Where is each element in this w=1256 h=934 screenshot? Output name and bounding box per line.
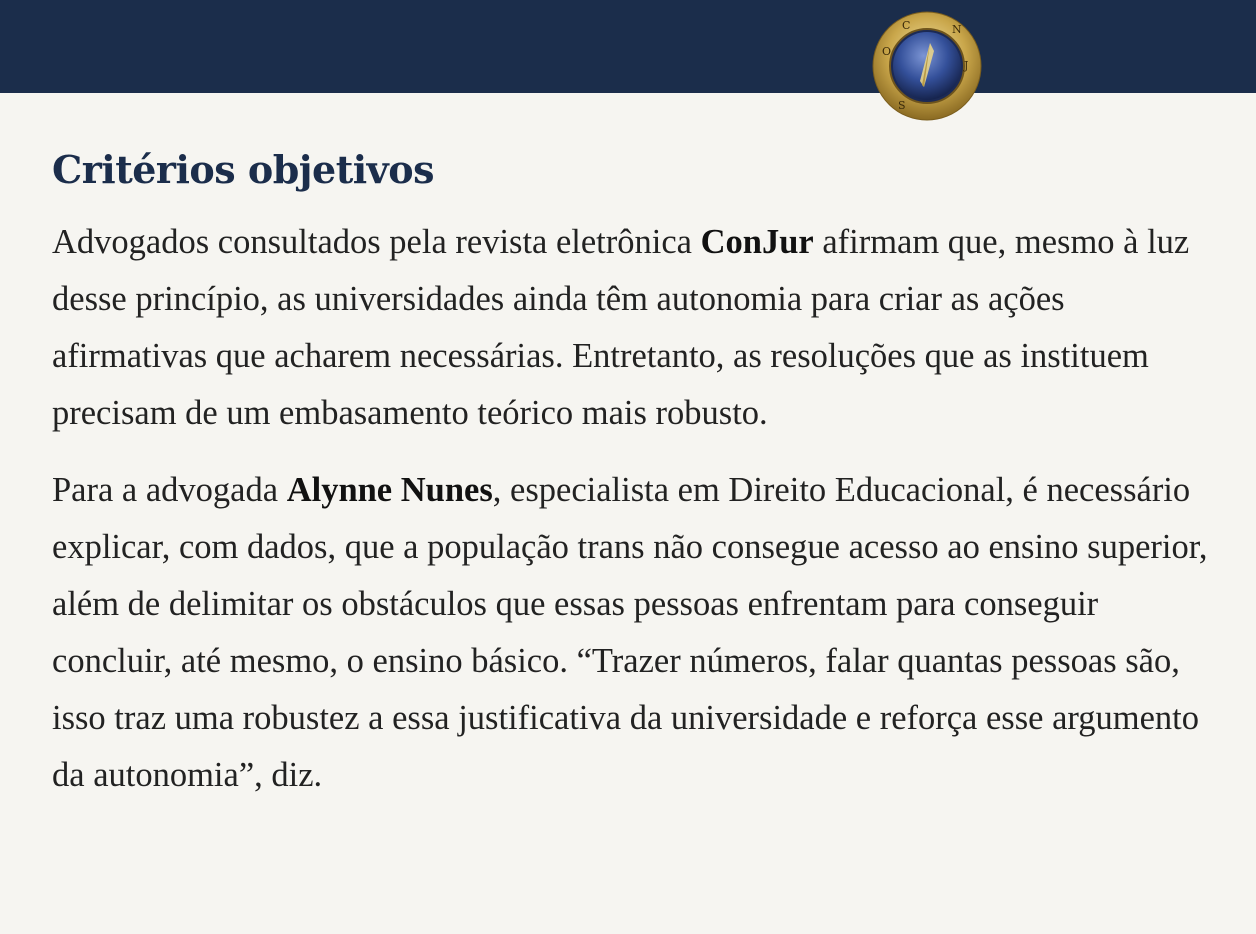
logo-letter-n: N	[952, 23, 962, 36]
lawyer-name: Alynne Nunes	[286, 471, 493, 509]
conjur-logo[interactable]	[872, 11, 982, 121]
paragraph-text: afirmam que, mesmo à luz desse princípio, as universidades ainda têm autonomia para criar as ações afirmativas que acharem necessárias. Entretanto, as resoluções que as instituem precisam de um embasamento teórico mais robusto.	[52, 223, 1190, 432]
site-header-bar	[0, 0, 1256, 93]
paragraph-text: , especialista em Direito Educacional, é necessário explicar, com dados, que a população trans não consegue acesso ao ensino superior, além de delimitar os obstáculos que essas pessoas enfrentam para conseguir concluir, até mesmo, o ensino básico. “Trazer números, falar quantas pessoas são, isso traz uma robustez a essa justificativa da universidade e reforça esse argumento da autonomia”, diz.	[52, 471, 1208, 794]
section-title: Critérios objetivos	[52, 147, 435, 192]
paragraph-text: Advogados consultados pela revista eletrônica	[52, 223, 701, 261]
compass-icon	[872, 11, 982, 121]
article-body	[52, 140, 1212, 824]
article-paragraph-1	[52, 214, 1212, 442]
publication-name: ConJur	[700, 223, 814, 261]
logo-letter-s: S	[898, 99, 906, 112]
logo-letter-c: C	[902, 19, 911, 32]
logo-letter-o: O	[882, 45, 892, 58]
logo-letter-j: J	[964, 59, 969, 72]
paragraph-text: Para a advogada	[52, 471, 287, 509]
article-paragraph-2	[52, 462, 1212, 804]
